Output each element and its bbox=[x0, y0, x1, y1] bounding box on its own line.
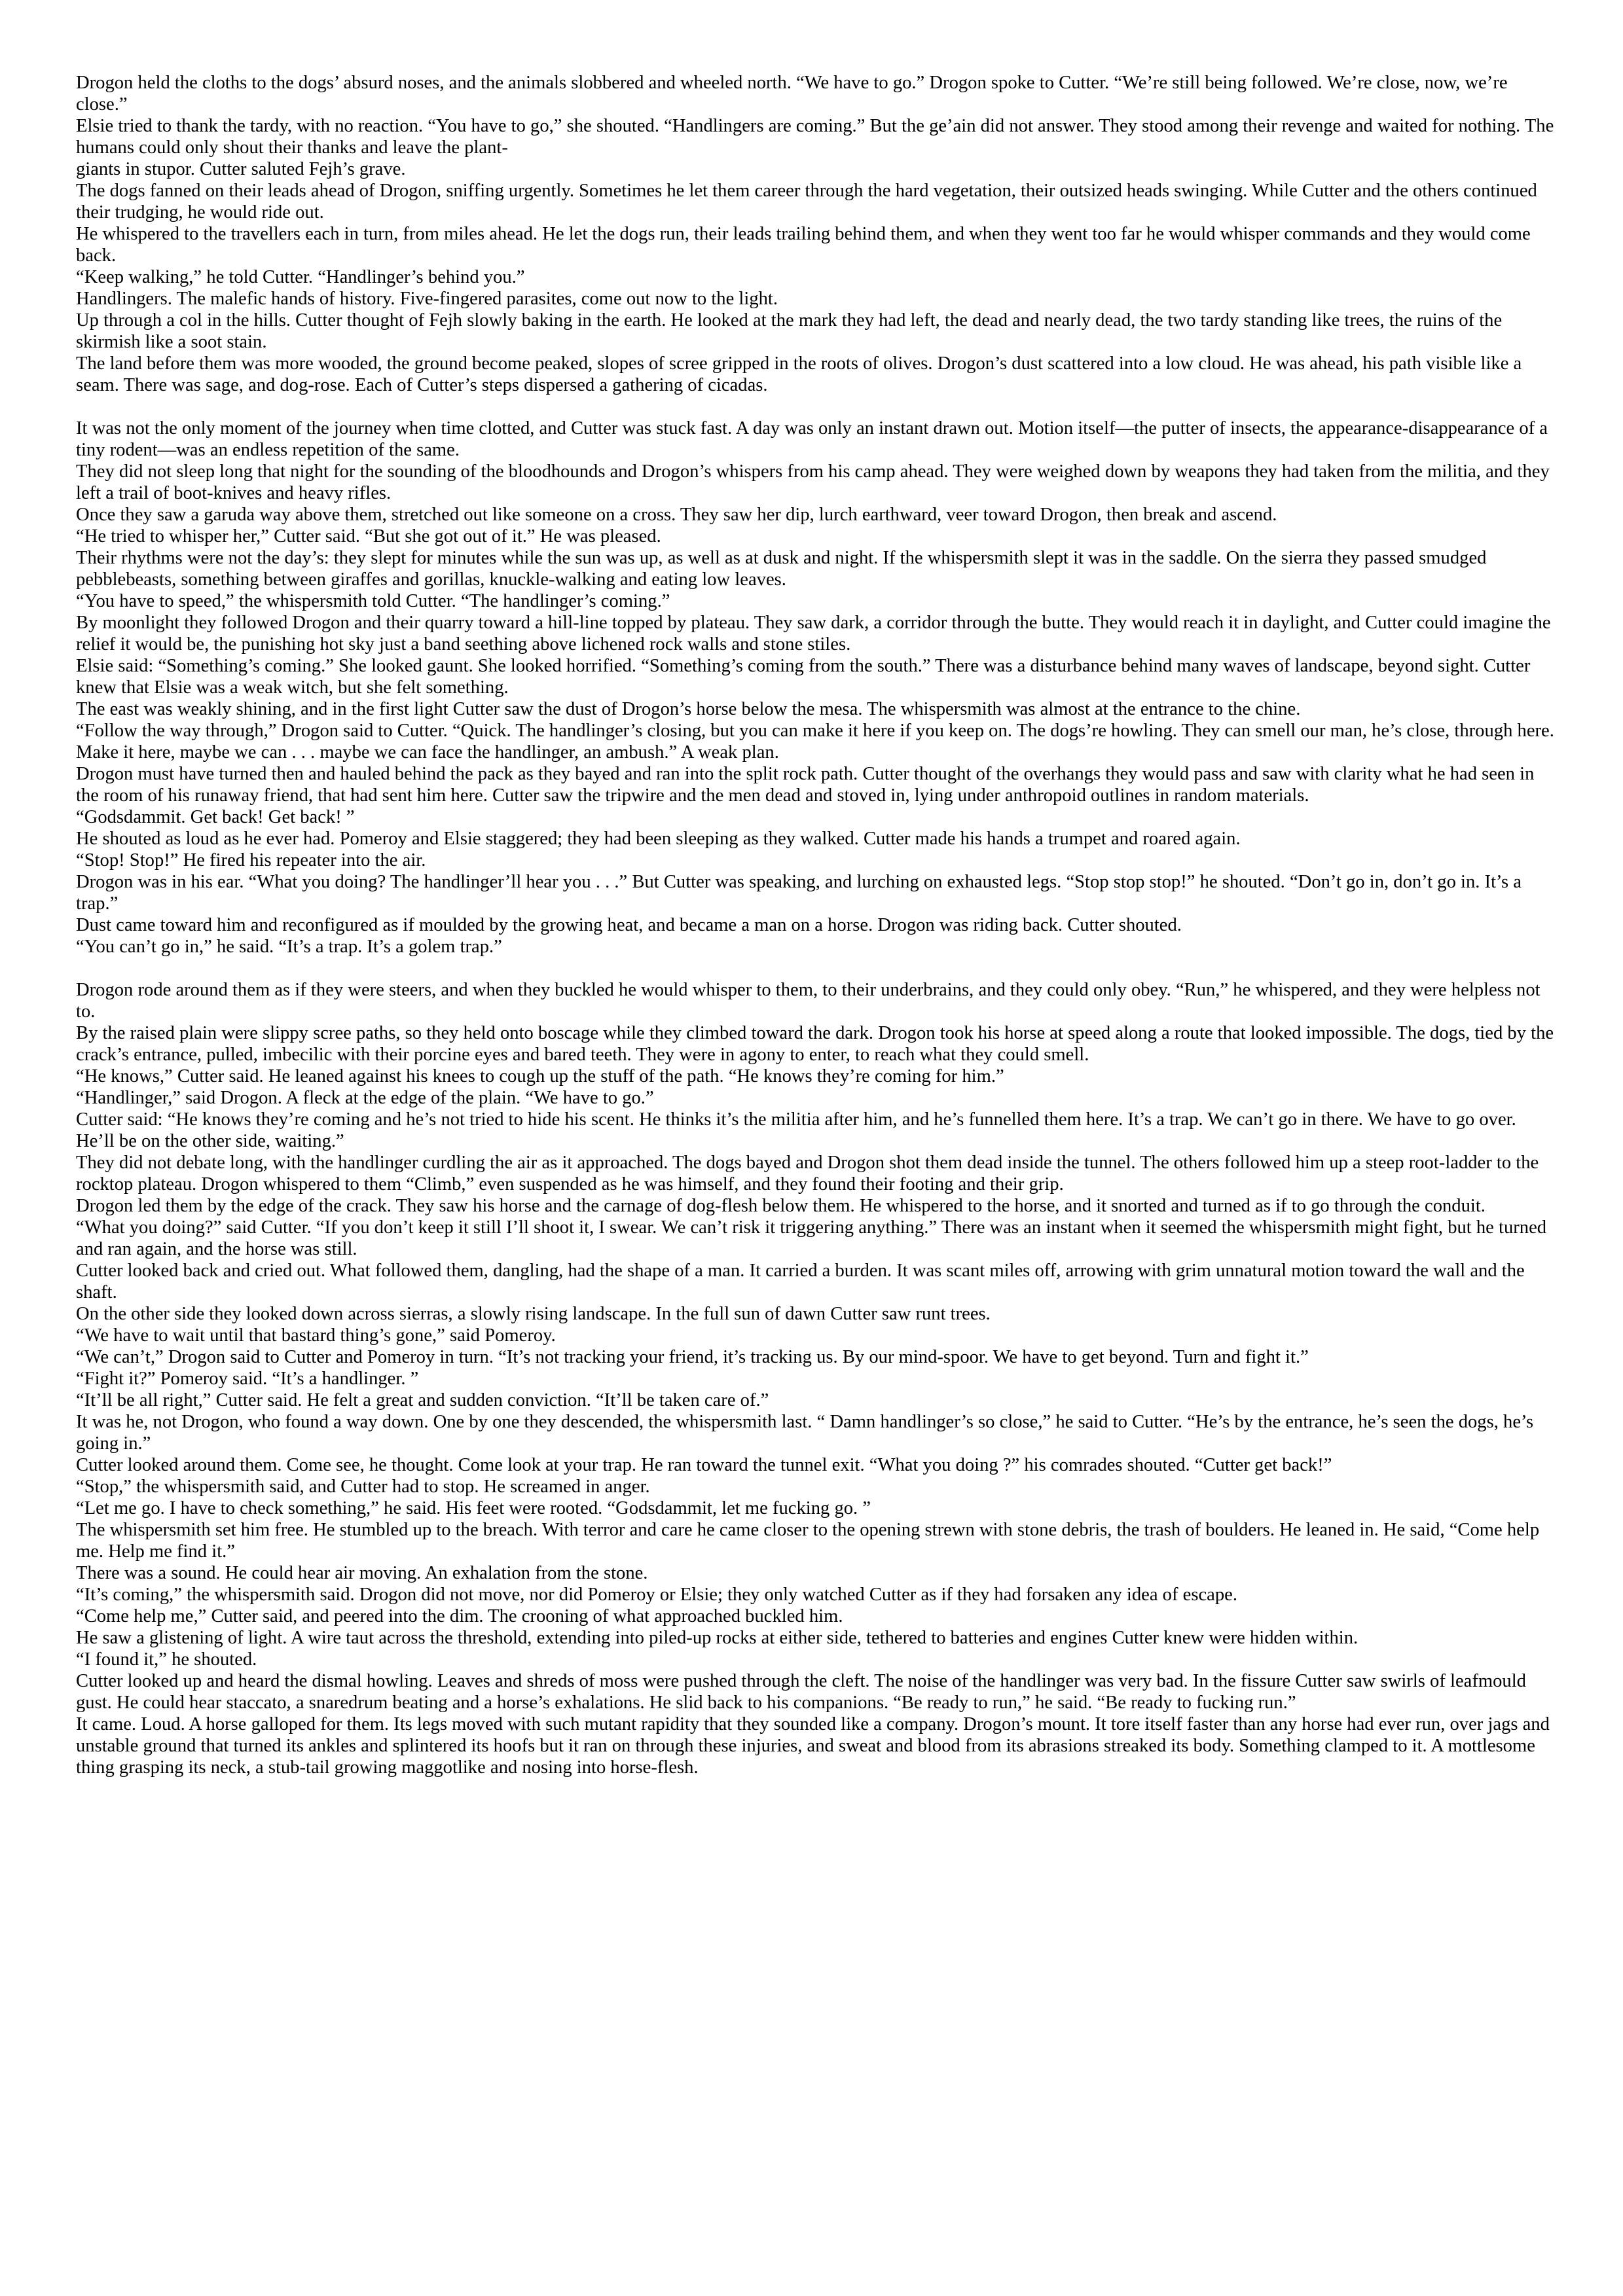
paragraph: “Let me go. I have to check something,” he said. His feet were rooted. “Godsdammit, let me fucking go. ” bbox=[76, 1498, 871, 1518]
paragraph: “You can’t go in,” he said. “It’s a trap. It’s a golem trap.” bbox=[76, 937, 502, 957]
paragraph: “Handlinger,” said Drogon. A fleck at the edge of the plain. “We have to go.” bbox=[76, 1088, 654, 1108]
paragraph: “Stop! Stop!” He fired his repeater into the air. bbox=[76, 850, 426, 870]
paragraph: Drogon led them by the edge of the crack. They saw his horse and the carnage of dog-flesh below them. He whispered to the horse, and it snorted and turned as if to go through the conduit. bbox=[76, 1196, 1486, 1216]
paragraph: Once they saw a garuda way above them, stretched out like someone on a cross. They saw her dip, lurch earthward, veer toward Drogon, then break and ascend. bbox=[76, 505, 1277, 525]
paragraph: Cutter said: “He knows they’re coming and he’s not tried to hide his scent. He thinks it’s the militia after him, and he’s funnelled them here. It’s a trap. We can’t go in there. We have to go over. He’ll be on the other side, waiting.” bbox=[76, 1109, 1516, 1151]
paragraph: “Keep walking,” he told Cutter. “Handlinger’s behind you.” bbox=[76, 267, 525, 287]
paragraph: Cutter looked back and cried out. What followed them, dangling, had the shape of a man. It carried a burden. It was scant miles off, arrowing with grim unnatural motion toward the wall and the shaft. bbox=[76, 1261, 1525, 1302]
paragraph: He shouted as loud as he ever had. Pomeroy and Elsie staggered; they had been sleeping as they walked. Cutter made his hands a trumpet and roared again. bbox=[76, 829, 1241, 849]
paragraph: Their rhythms were not the day’s: they slept for minutes while the sun was up, as well as at dusk and night. If the whispersmith slept it was in the saddle. On the sierra they passed smudged pebblebeasts, something between giraffes and gorillas, knuckle-walking and eating low leaves. bbox=[76, 548, 1487, 590]
paragraph: “We have to wait until that bastard thing’s gone,” said Pomeroy. bbox=[76, 1325, 556, 1346]
paragraph: “It’s coming,” the whispersmith said. Drogon did not move, nor did Pomeroy or Elsie; they only watched Cutter as if they had forsaken any idea of escape. bbox=[76, 1585, 1237, 1605]
paragraph: Up through a col in the hills. Cutter thought of Fejh slowly baking in the earth. He looked at the mark they had left, the dead and nearly dead, the two tardy standing like trees, the ruins of the skirmish like a soot stain. bbox=[76, 310, 1503, 352]
paragraph: It was he, not Drogon, who found a way down. One by one they descended, the whispersmith last. “ Damn handlinger’s so close,” he said to Cutter. “He’s by the entrance, he’s seen the dogs, he’s going in.” bbox=[76, 1412, 1534, 1454]
paragraph: The dogs fanned on their leads ahead of Drogon, sniffing urgently. Sometimes he let them career through the hard vegetation, their outsized heads swinging. While Cutter and the others continued their trudging, he would ride out. bbox=[76, 181, 1537, 223]
paragraph: They did not debate long, with the handlinger curdling the air as it approached. The dogs bayed and Drogon shot them dead inside the tunnel. The others followed him up a steep root-ladder to the rocktop plateau. Drogon whispered to them “Climb,” even suspended as he was himself, and they found their footing and their grip. bbox=[76, 1153, 1539, 1194]
paragraph: Drogon held the cloths to the dogs’ absurd noses, and the animals slobbered and wheeled north. “We have to go.” Drogon spoke to Cutter. “We’re still being followed. We’re close, now, we’re close.” bbox=[76, 73, 1508, 115]
paragraph: “He tried to whisper her,” Cutter said. “But she got out of it.” He was pleased. bbox=[76, 526, 661, 547]
text-section-3 bbox=[76, 979, 1556, 1778]
paragraph: Drogon must have turned then and hauled behind the pack as they bayed and ran into the split rock path. Cutter thought of the overhangs they would pass and saw with clarity what he had seen in the room of his runaway friend, that had sent him here. Cutter saw the tripwire and the men dead and stoved in, lying under anthropoid outlines in random materials. bbox=[76, 764, 1535, 806]
paragraph: “Stop,” the whispersmith said, and Cutter had to stop. He screamed in anger. bbox=[76, 1477, 650, 1497]
paragraph: “It’ll be all right,” Cutter said. He felt a great and sudden conviction. “It’ll be taken care of.” bbox=[76, 1390, 769, 1410]
paragraph: “He knows,” Cutter said. He leaned against his knees to cough up the stuff of the path. “He knows they’re coming for him.” bbox=[76, 1066, 1004, 1086]
paragraph: Drogon rode around them as if they were steers, and when they buckled he would whisper to them, to their underbrains, and they could only obey. “Run,” he whispered, and they were helpless not to. bbox=[76, 980, 1541, 1022]
paragraph: Dust came toward him and reconfigured as if moulded by the growing heat, and became a man on a horse. Drogon was riding back. Cutter shouted. bbox=[76, 915, 1182, 935]
text-section-1 bbox=[76, 72, 1556, 396]
paragraph: Elsie tried to thank the tardy, with no reaction. “You have to go,” she shouted. “Handlingers are coming.” But the ge’ain did not answer. They stood among their revenge and waited for nothing. The humans could only shout their thanks and leave the plant- bbox=[76, 116, 1554, 158]
paragraph: He whispered to the travellers each in turn, from miles ahead. He let the dogs run, their leads trailing behind them, and when they went too far he would whisper commands and they would come back. bbox=[76, 224, 1531, 266]
paragraph: Elsie said: “Something’s coming.” She looked gaunt. She looked horrified. “Something’s coming from the south.” There was a disturbance behind many waves of landscape, beyond sight. Cutter knew that Elsie was a weak witch, but she felt something. bbox=[76, 656, 1531, 698]
text-section-2 bbox=[76, 418, 1556, 958]
paragraph: They did not sleep long that night for the sounding of the bloodhounds and Drogon’s whispers from his camp ahead. They were weighed down by weapons they had taken from the militia, and they left a trail of boot-knives and heavy rifles. bbox=[76, 461, 1550, 503]
paragraph: Drogon was in his ear. “What you doing? The handlinger’ll hear you . . .” But Cutter was speaking, and lurching on exhausted legs. “Stop stop stop!” he shouted. “Don’t go in, don’t go in. It’s a trap.” bbox=[76, 872, 1522, 914]
paragraph: “I found it,” he shouted. bbox=[76, 1649, 257, 1670]
paragraph: There was a sound. He could hear air moving. An exhalation from the stone. bbox=[76, 1563, 648, 1583]
paragraph: Cutter looked around them. Come see, he thought. Come look at your trap. He ran toward the tunnel exit. “What you doing ?” his comrades shouted. “Cutter get back!” bbox=[76, 1455, 1332, 1475]
paragraph: Handlingers. The malefic hands of history. Five-fingered parasites, come out now to the light. bbox=[76, 289, 778, 309]
paragraph: It was not the only moment of the journey when time clotted, and Cutter was stuck fast. A day was only an instant drawn out. Motion itself—the putter of insects, the appearance-disappearance of a tiny rodent—was an endless repetition of the same. bbox=[76, 418, 1548, 460]
paragraph: “Come help me,” Cutter said, and peered into the dim. The crooning of what approached buckled him. bbox=[76, 1606, 843, 1626]
paragraph: By moonlight they followed Drogon and their quarry toward a hill-line topped by plateau. They saw dark, a corridor through the butte. They would reach it in daylight, and Cutter could imagine the relief it would be, the punishing hot sky just a band seething above lichened rock walls and stone stiles. bbox=[76, 613, 1551, 655]
document-page bbox=[76, 72, 1556, 1778]
paragraph: giants in stupor. Cutter saluted Fejh’s grave. bbox=[76, 159, 406, 179]
paragraph: He saw a glistening of light. A wire taut across the threshold, extending into piled-up rocks at either side, tethered to batteries and engines Cutter knew were hidden within. bbox=[76, 1628, 1359, 1648]
paragraph: Cutter looked up and heard the dismal howling. Leaves and shreds of moss were pushed through the cleft. The noise of the handlinger was very bad. In the fissure Cutter saw swirls of leafmould gust. He could hear staccato, a snaredrum beating and a horse’s exhalations. He slid back to his companions. “Be ready to run,” he said. “Be ready to fucking run.” bbox=[76, 1671, 1526, 1713]
paragraph: “Follow the way through,” Drogon said to Cutter. “Quick. The handlinger’s closing, but you can make it here if you keep on. The dogs’re howling. They can smell our man, he’s close, through here. Make it here, maybe we can . . . maybe we can face the handlinger, an ambush.” A weak plan. bbox=[76, 721, 1554, 762]
paragraph: “Fight it?” Pomeroy said. “It’s a handlinger. ” bbox=[76, 1369, 419, 1389]
paragraph: It came. Loud. A horse galloped for them. Its legs moved with such mutant rapidity that they sounded like a company. Drogon’s mount. It tore itself faster than any horse had ever run, over jags and unstable ground that turned its ankles and splintered its hoofs but it ran on through these injuries, and sweat and blood from its abrasions streaked its body. Something clamped to it. A mottlesome thing grasping its neck, a stub-tail growing maggotlike and nosing into horse-flesh. bbox=[76, 1714, 1550, 1778]
paragraph: “Godsdammit. Get back! Get back! ” bbox=[76, 807, 355, 827]
paragraph: “What you doing?” said Cutter. “If you don’t keep it still I’ll shoot it, I swear. We can’t risk it triggering anything.” There was an instant when it seemed the whispersmith might fight, but he turned and ran again, and the horse was still. bbox=[76, 1217, 1547, 1259]
paragraph: By the raised plain were slippy scree paths, so they held onto boscage while they climbed toward the dark. Drogon took his horse at speed along a route that looked impossible. The dogs, tied by the crack’s entrance, pulled, imbecilic with their porcine eyes and bared teeth. They were in agony to enter, to reach what they could smell. bbox=[76, 1023, 1554, 1065]
paragraph: “We can’t,” Drogon said to Cutter and Pomeroy in turn. “It’s not tracking your friend, it’s tracking us. By our mind-spoor. We have to get beyond. Turn and fight it.” bbox=[76, 1347, 1309, 1367]
paragraph: On the other side they looked down across sierras, a slowly rising landscape. In the full sun of dawn Cutter saw runt trees. bbox=[76, 1304, 991, 1324]
paragraph: The land before them was more wooded, the ground become peaked, slopes of scree gripped in the roots of olives. Drogon’s dust scattered into a low cloud. He was ahead, his path visible like a seam. There was sage, and dog-rose. Each of Cutter’s steps dispersed a gathering of cicadas. bbox=[76, 353, 1522, 395]
paragraph: The east was weakly shining, and in the first light Cutter saw the dust of Drogon’s horse below the mesa. The whispersmith was almost at the entrance to the chine. bbox=[76, 699, 1301, 719]
paragraph: The whispersmith set him free. He stumbled up to the breach. With terror and care he came closer to the opening strewn with stone debris, the trash of boulders. He leaned in. He said, “Come help me. Help me find it.” bbox=[76, 1520, 1540, 1562]
paragraph: “You have to speed,” the whispersmith told Cutter. “The handlinger’s coming.” bbox=[76, 591, 670, 611]
